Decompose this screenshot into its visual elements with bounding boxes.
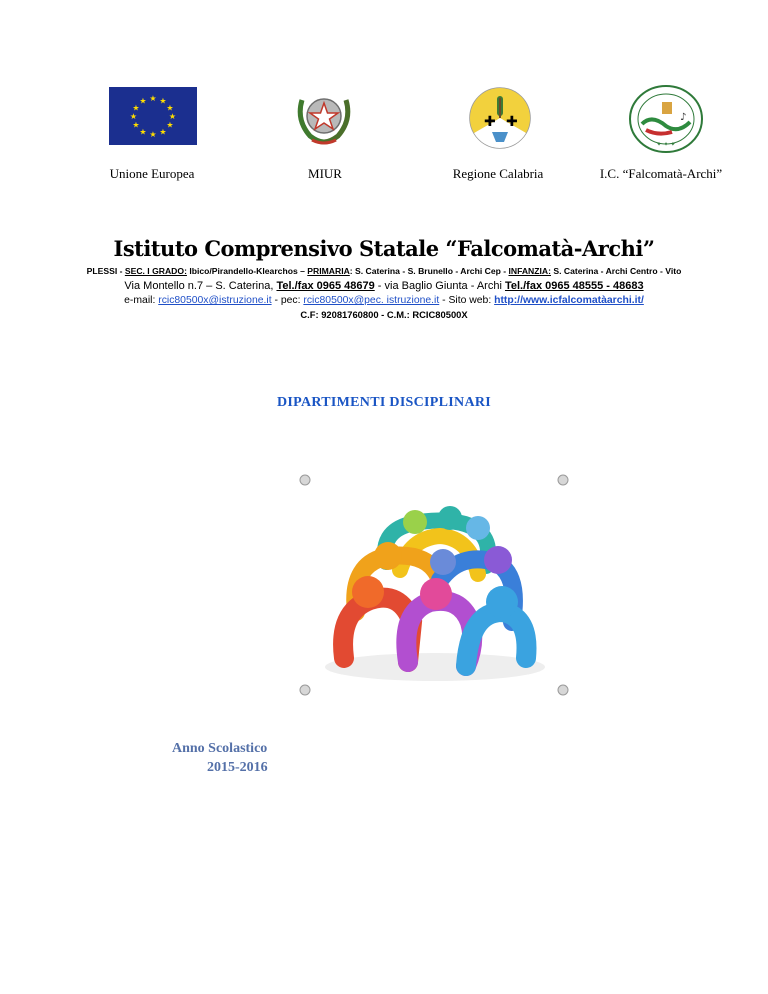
address-part-2: - via Baglio Giunta - Archi [374,280,505,292]
svg-text:★: ★ [132,103,140,113]
fiscal-codes: C.F: 92081760800 - C.M.: RCIC80500X [300,309,468,320]
document-title: DIPARTIMENTI DISCIPLINARI [276,395,492,410]
svg-text:★: ★ [129,112,138,121]
school-year-value: 2015-2016 [207,760,268,775]
svg-text:★: ★ [149,94,157,103]
svg-text:★: ★ [166,120,174,130]
contacts-line [0,295,768,306]
phone-2: Tel./fax 0965 48555 - 48683 [504,280,644,292]
svg-text:★: ★ [149,130,157,139]
website-link[interactable]: http://www.icfalcomatàarchi.it/ [494,295,644,306]
email-label: e-mail: [124,295,159,306]
address-line [0,280,768,292]
infanzia-label: INFANZIA: [508,266,551,276]
website-label: - Sito web: [439,295,495,306]
svg-text:★: ★ [139,96,147,106]
svg-text:★: ★ [132,120,140,130]
italian-emblem-icon [292,86,356,150]
pec-label: - pec: [271,295,304,306]
svg-text:✦ ✦ ✦: ✦ ✦ ✦ [656,141,676,148]
school-name: Istituto Comprensivo Statale “Falcomatà-Archi” [113,236,655,261]
address-part-1: Via Montello n.7 – S. Caterina, [124,280,277,292]
svg-text:★: ★ [166,103,174,113]
infanzia-text: S. Caterina - Archi Centro - Vito [550,266,682,276]
logo-caption-school: I.C. “Falcomatà-Archi” [599,166,723,181]
logo-caption-miur: MIUR [308,166,342,181]
svg-text:✚: ✚ [484,114,496,130]
svg-text:★: ★ [159,127,167,137]
svg-text:♪: ♪ [680,112,687,123]
sec-grado-label: SEC. I GRADO: [124,266,187,276]
plessi-line [0,266,768,276]
colorful-people-circle-icon [290,462,580,702]
school-seal-icon [628,84,704,154]
regione-calabria-emblem-icon [468,86,532,150]
logo-caption-regione: Regione Calabria [452,166,544,181]
school-year-label: Anno Scolastico [172,741,268,756]
phone-1: Tel./fax 0965 48679 [276,280,375,292]
email-link[interactable]: rcic80500x@istruzione.it [158,295,272,306]
primaria-text: : S. Caterina - S. Brunello - Archi Cep - [349,266,509,276]
svg-text:★: ★ [139,127,147,137]
svg-text:✚: ✚ [506,114,518,130]
primaria-label: PRIMARIA [307,266,350,276]
svg-text:★: ★ [159,96,167,106]
pec-link[interactable]: rcic80500x@pec. istruzione.it [303,295,440,306]
svg-text:★: ★ [168,112,177,121]
logo-caption-eu: Unione Europea [109,166,195,181]
sec-grado-text: Ibico/Pirandello-Klearchos – [186,266,308,276]
eu-flag-icon [109,87,197,145]
plessi-prefix: PLESSI - [86,266,125,276]
